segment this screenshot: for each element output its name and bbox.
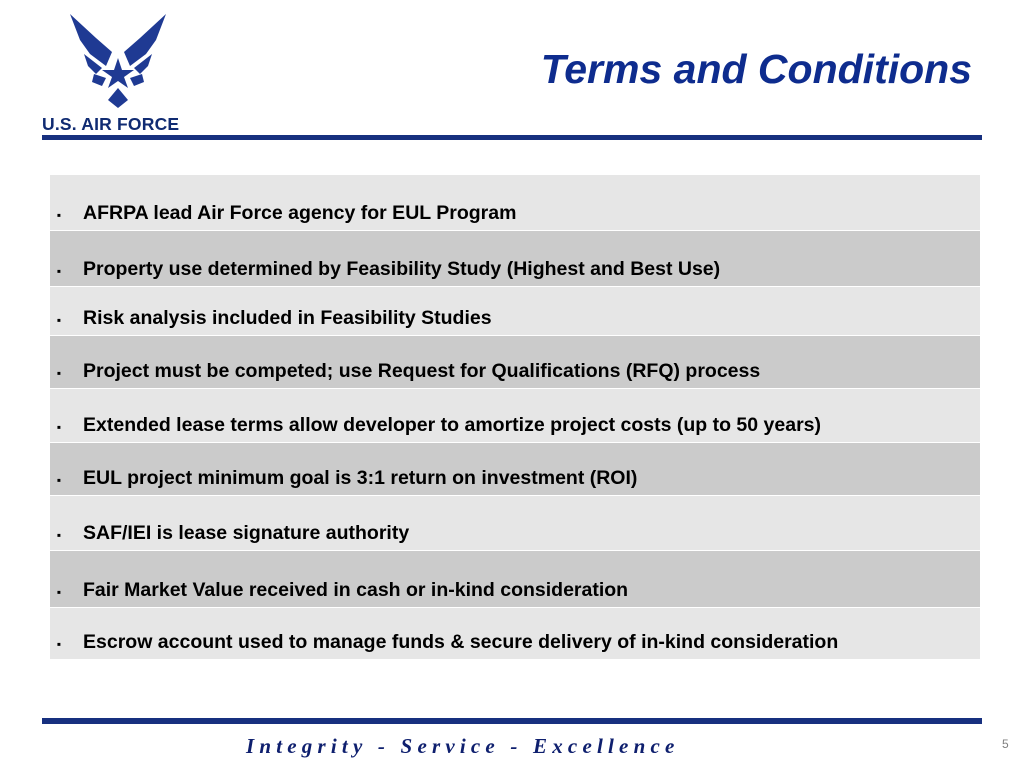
bullet-icon: ▪ <box>56 637 62 651</box>
bullet-icon: ▪ <box>56 473 62 487</box>
bullet-icon: ▪ <box>56 264 62 278</box>
list-item <box>50 231 980 287</box>
list-item-text: Risk analysis included in Feasibility Studies <box>83 307 492 329</box>
list-item <box>50 336 980 389</box>
list-item <box>50 551 980 608</box>
bullet-icon: ▪ <box>56 585 62 599</box>
list-item-text: Escrow account used to manage funds & secure delivery of in-kind consideration <box>83 631 839 653</box>
list-item-text: EUL project minimum goal is 3:1 return on investment (ROI) <box>83 467 638 489</box>
page-title: Terms and Conditions <box>540 46 972 92</box>
bullet-icon: ▪ <box>56 366 62 380</box>
bullet-icon: ▪ <box>56 208 62 222</box>
list-item <box>50 389 980 443</box>
list-item-text: Fair Market Value received in cash or in-kind consideration <box>83 579 629 601</box>
bullet-icon: ▪ <box>56 313 62 327</box>
list-item <box>50 287 980 336</box>
list-item-text: Project must be competed; use Request for Qualifications (RFQ) process <box>83 360 761 382</box>
list-item-text: SAF/IEI is lease signature authority <box>83 522 410 544</box>
air-force-symbol-icon <box>66 8 170 108</box>
header-divider <box>42 135 982 140</box>
footer-divider <box>42 718 982 724</box>
bullet-icon: ▪ <box>56 420 62 434</box>
bullet-icon: ▪ <box>56 528 62 542</box>
air-force-logo <box>40 8 200 136</box>
list-item-text: Extended lease terms allow developer to amortize project costs (up to 50 years) <box>83 414 821 436</box>
list-item-text: AFRPA lead Air Force agency for EUL Program <box>83 202 517 224</box>
list-item-text: Property use determined by Feasibility Study (Highest and Best Use) <box>83 258 721 280</box>
list-item <box>50 175 980 231</box>
list-item <box>50 608 980 660</box>
list-item <box>50 496 980 551</box>
list-item <box>50 443 980 496</box>
page-number: 5 <box>1002 737 1009 751</box>
logo-wordmark: U.S. AIR FORCE <box>42 114 180 134</box>
footer-motto: Integrity - Service - Excellence <box>246 734 680 758</box>
bullet-table <box>50 175 980 660</box>
